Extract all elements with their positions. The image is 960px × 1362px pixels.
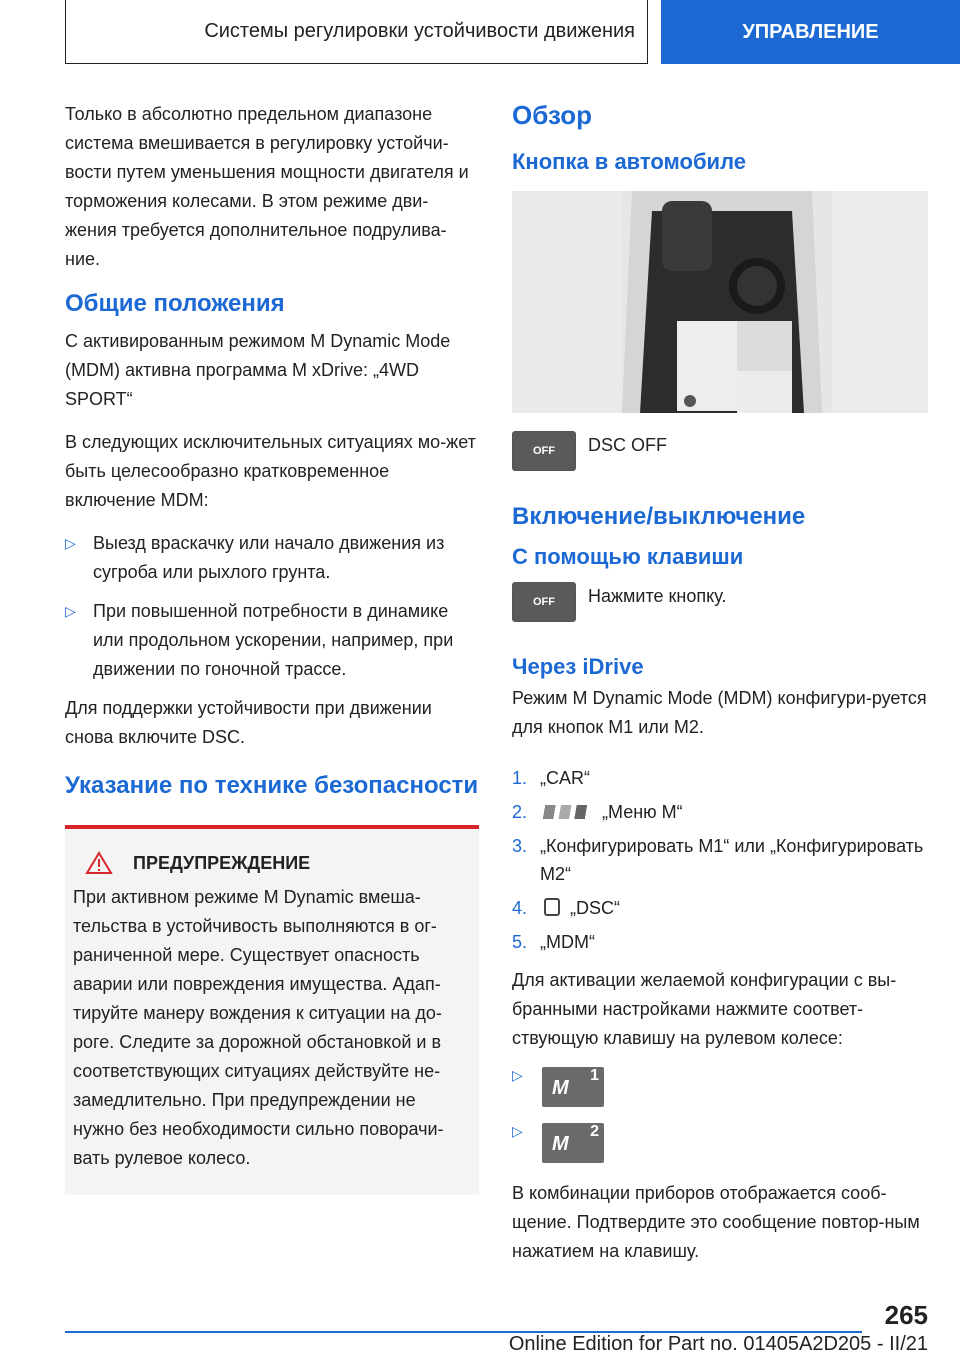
left-column — [65, 100, 479, 1195]
chapter-title: УПРАВЛЕНИЕ — [742, 20, 879, 43]
triangle-bullet-icon: ▷ — [65, 603, 76, 619]
page-number: 265 — [884, 1300, 928, 1330]
dsc-paragraph: Для поддержки устойчивости при движении снова включите DSC. — [65, 698, 432, 747]
idrive-paragraph: Режим M Dynamic Mode (MDM) конфигури-руется для кнопок M1 или M2. — [512, 688, 927, 737]
list-item: 1. „CAR“ — [512, 768, 590, 788]
warning-box — [65, 825, 479, 1195]
dsc-off-row — [512, 431, 928, 471]
list-item: ▷ Выезд враскачку или начало движения из сугроба или рыхлого грунта. — [65, 529, 479, 587]
m2-row — [512, 1123, 928, 1163]
m1-button-icon: M 1 — [542, 1067, 604, 1107]
dsc-off-icon: OFF — [512, 431, 576, 471]
warning-header — [73, 851, 471, 875]
right-column — [512, 100, 928, 1280]
steps-list — [512, 764, 928, 956]
list-item: 3. „Конфигурировать M1“ или „Конфигурировать M2“ — [512, 836, 924, 884]
confirm-paragraph: В комбинации приборов отображается сооб-щение. Подтвердите это сообщение повтор-ным нажатием на клавишу. — [512, 1183, 920, 1261]
running-header — [65, 0, 648, 64]
warning-triangle-icon — [85, 851, 113, 875]
heading-key: С помощью клавиши — [512, 544, 744, 569]
press-row — [512, 582, 928, 622]
heading-button: Кнопка в автомобиле — [512, 149, 746, 174]
triangle-bullet-icon: ▷ — [512, 1067, 523, 1083]
triangle-bullet-icon: ▷ — [512, 1123, 523, 1139]
dsc-off-icon: OFF — [512, 582, 576, 622]
mdm-paragraph: С активированным режимом M Dynamic Mode (MDM) активна программа M xDrive: „4WD SPORT“ — [65, 331, 451, 409]
triangle-bullet-icon: ▷ — [65, 535, 76, 551]
m2-button-icon: M 2 — [542, 1123, 604, 1163]
m1-row — [512, 1067, 928, 1107]
list-item: ▷ При повышенной потребности в динамике или продольном ускорении, например, при движении по гоночной трассе. — [65, 597, 479, 684]
warning-text: При активном режиме M Dynamic вмеша-тельства в устойчивость выполняются в ог-раниченной мере. Существует опасность аварии или повреждения имущества. Адап-тируйте манеру вождения к ситуации на до-роге. Следите за дорожной обстановкой и в соответствующих ситуациях действуйте не-замедлительно. При предупреждении не нужно без необходимости сильно поворачи-вать рулевое колесо. — [73, 887, 444, 1168]
activate-paragraph: Для активации желаемой конфигурации с вы-бранными настройками нажмите соответ-ствующую клавишу на рулевом колесе: — [512, 970, 897, 1048]
dsc-small-icon — [544, 898, 560, 916]
intro-paragraph: Только в абсолютно предельном диапазоне система вмешивается в регулировку устойчи-вости путем уменьшения мощности двигателя и торможения колесами. В этом режиме дви-жения требуется дополнительное подрулива-ние. — [65, 104, 469, 269]
list-item: 5. „MDM“ — [512, 932, 595, 952]
footer-edition: Online Edition for Part no. 01405A2D205 - II/21 — [508, 1333, 928, 1355]
heading-general: Общие положения — [65, 290, 285, 317]
heading-onoff: Включение/выключение — [512, 503, 806, 530]
situations-list — [65, 529, 479, 684]
press-text: Нажмите кнопку. — [588, 586, 727, 606]
console-photo — [512, 191, 928, 413]
section-title: Системы регулировки устойчивости движения — [204, 20, 635, 42]
dsc-off-label: DSC OFF — [588, 435, 667, 455]
heading-overview: Обзор — [512, 100, 592, 130]
console-illustration — [512, 191, 928, 413]
list-item: 4. „DSC“ — [512, 898, 620, 918]
situations-paragraph: В следующих исключительных ситуациях мо-жет быть целесообразно кратковременное включение MDM: — [65, 432, 476, 510]
heading-safety: Указание по технике безопасности — [65, 772, 479, 799]
warning-title: ПРЕДУПРЕЖДЕНИЕ — [133, 852, 311, 873]
m-menu-icon — [540, 805, 590, 819]
heading-idrive: Через iDrive — [512, 654, 644, 679]
chapter-tab — [661, 0, 960, 64]
list-item: 2. „Меню M“ — [512, 802, 683, 822]
